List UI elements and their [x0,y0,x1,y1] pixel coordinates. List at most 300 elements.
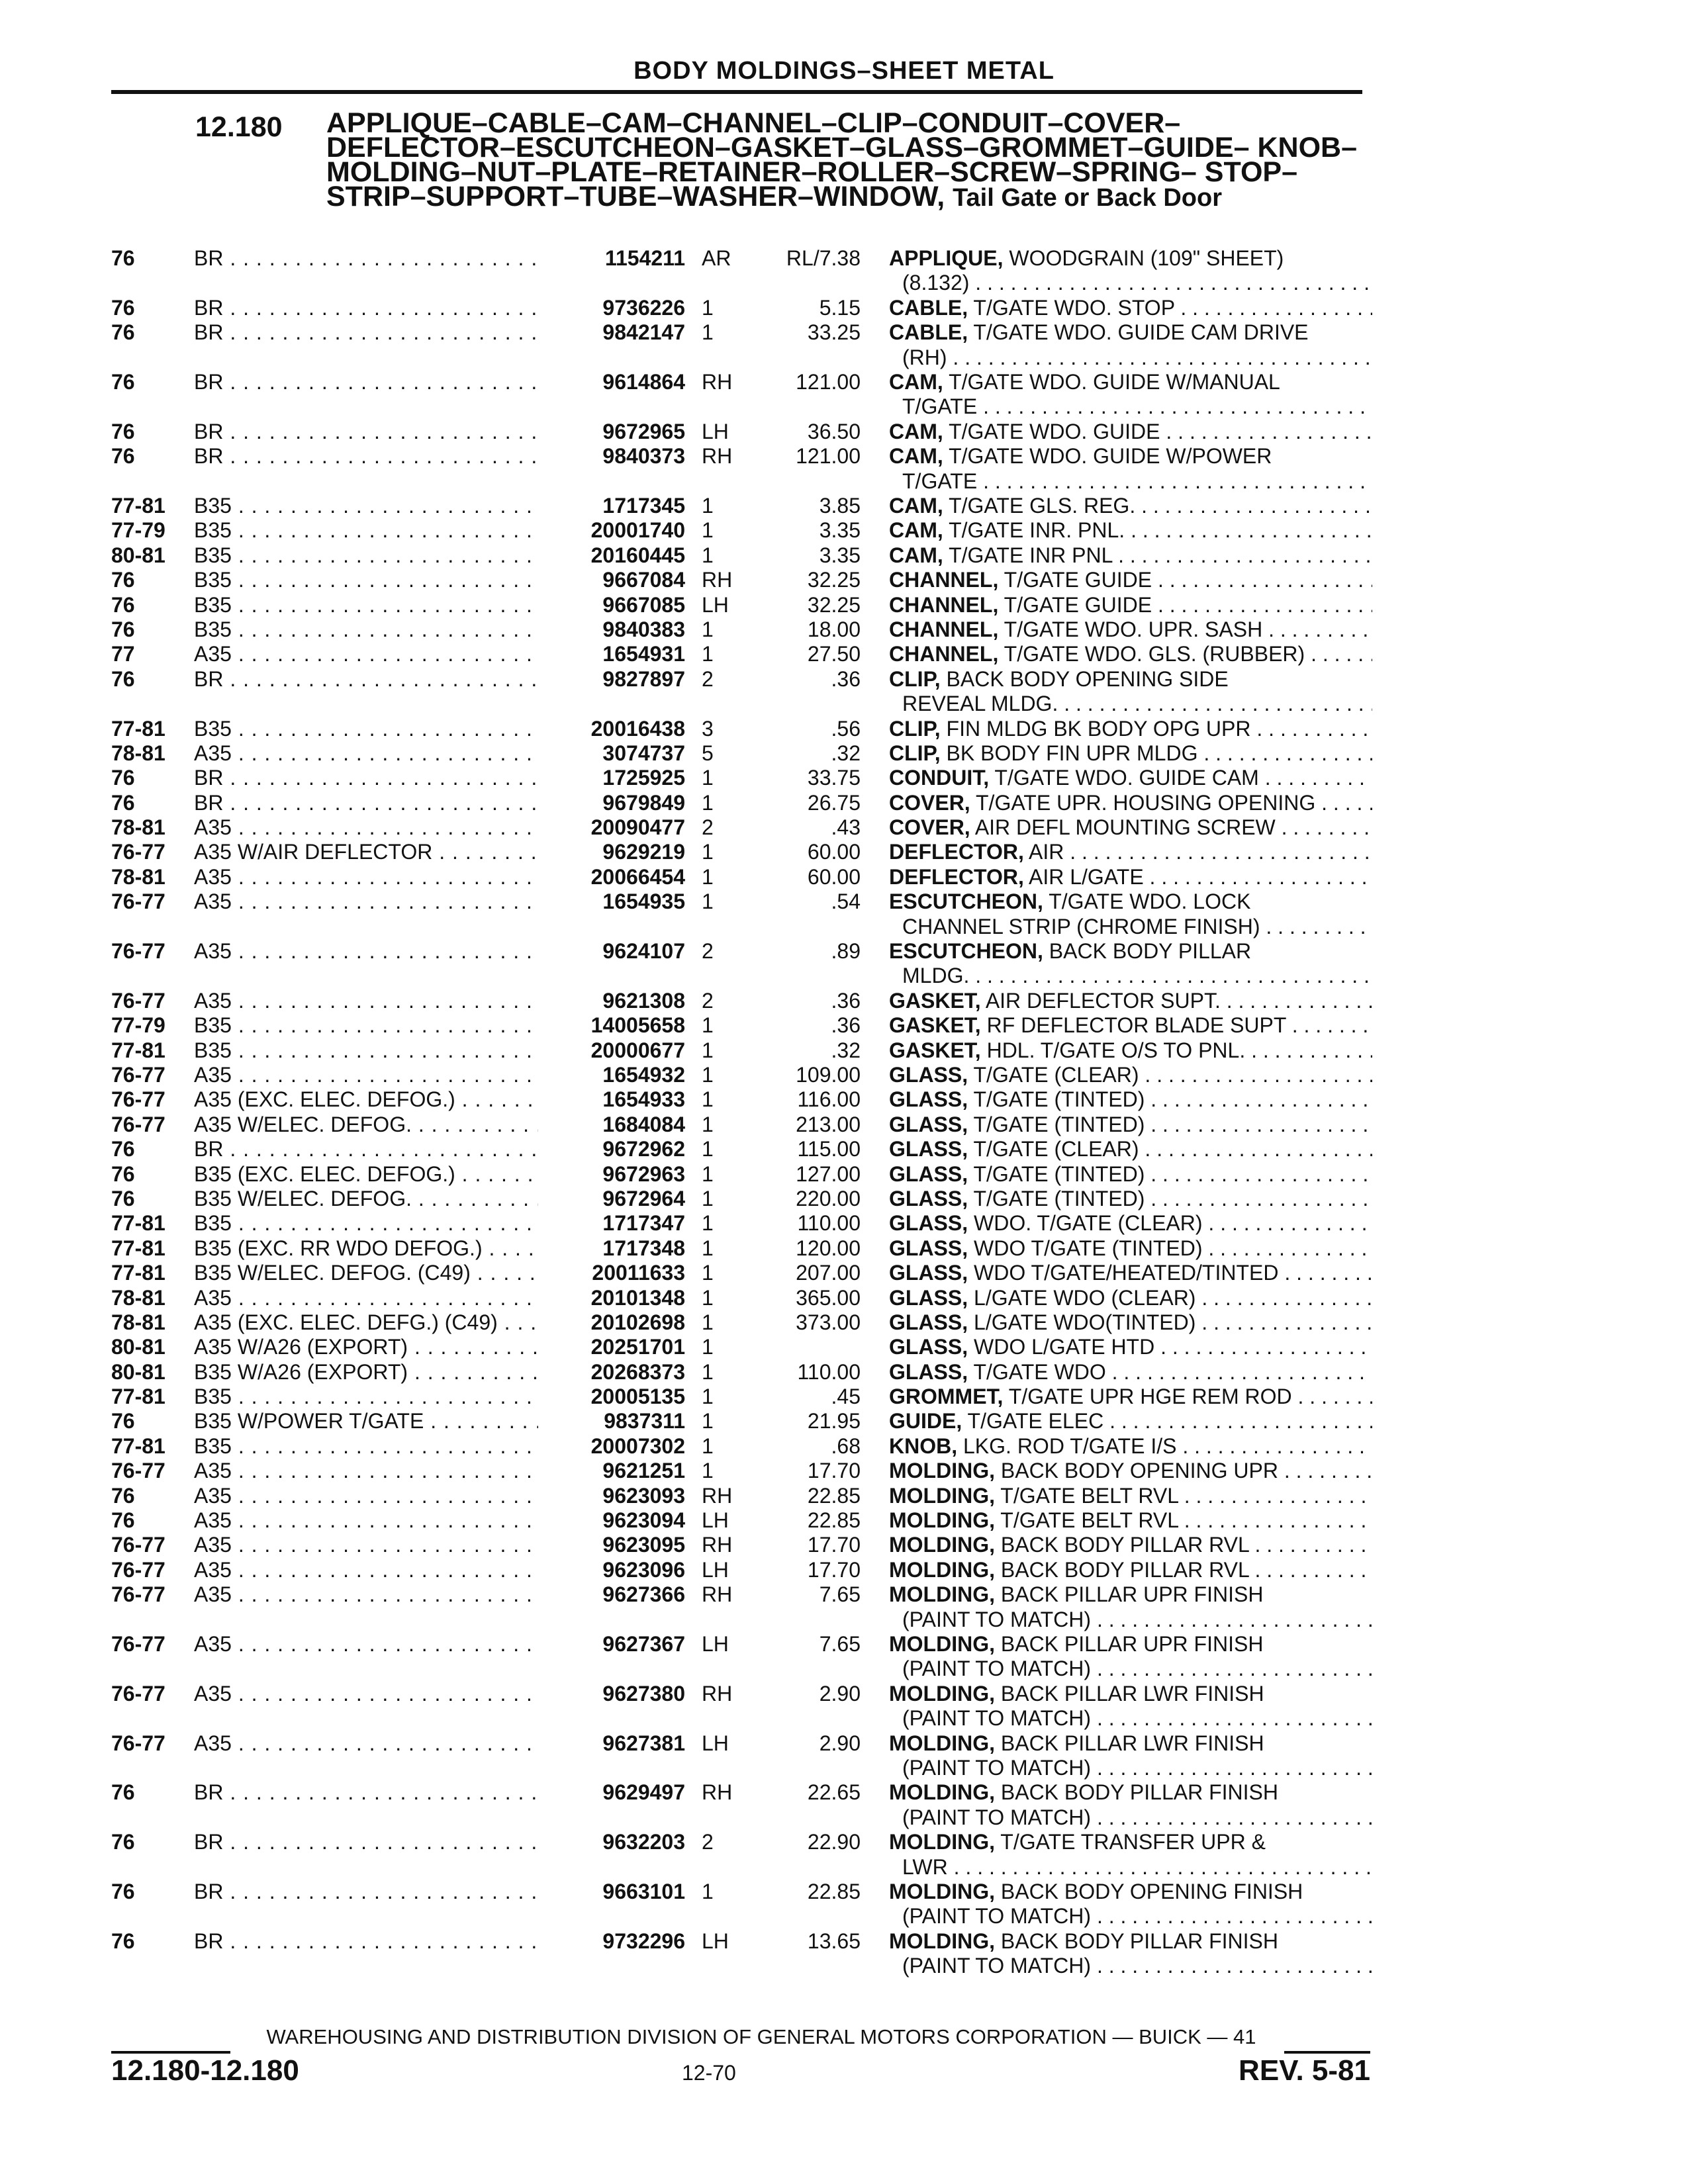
part-number-cell: 9623094 [602,1508,685,1533]
quantity-cell: 1 [702,1359,714,1384]
description-cell [889,1261,1372,1285]
part-number-cell: 9679849 [602,790,685,815]
description-cell [889,1335,1372,1359]
part-number-cell: 9623093 [602,1483,685,1508]
table-row [0,1632,1688,1682]
price-cell: 121.00 [796,369,861,394]
part-description-continued: REVEAL MLDG. . . . [889,692,1372,716]
model-cell: B35 . . . [194,593,538,617]
quantity-cell: LH [702,1508,729,1533]
description-line [889,1780,1372,1805]
table-row [0,246,1688,296]
quantity-cell: 1 [702,1038,714,1062]
table-row [0,889,1688,939]
description-cell [889,568,1372,592]
parts-list [0,246,1688,1979]
description-line [889,568,1372,592]
part-name: COVER, [889,815,970,840]
description-cell [889,543,1372,568]
description-line [889,717,1372,741]
description-cell [889,1929,1372,1979]
top-rule [111,90,1362,94]
description-line [889,1261,1372,1285]
part-description: BACK BODY PILLAR FINISH [1000,1929,1278,1953]
part-name: GLASS, [889,1335,968,1359]
part-description: BACK BODY OPENING SIDE [946,666,1229,691]
description-line [889,1632,1372,1657]
part-name: MOLDING, [889,1508,995,1533]
description-cell [889,1582,1372,1632]
model-cell: A35 . . . [194,1063,538,1087]
quantity-cell: 1 [702,1137,714,1161]
part-number-cell: 1654935 [602,889,685,914]
quantity-cell: 1 [702,840,714,864]
description-cell [889,1063,1372,1087]
quantity-cell: RH [702,1533,733,1557]
year-cell: 77-81 [111,493,165,518]
table-row [0,1335,1688,1359]
table-row [0,642,1688,666]
description-line [889,791,1372,815]
table-row [0,989,1688,1013]
model-cell: A35 . . . [194,1582,538,1607]
description-cell [889,1533,1372,1557]
year-cell: 77-81 [111,1433,165,1458]
part-number-cell: 9623096 [602,1557,685,1582]
part-number-cell: 9621251 [602,1459,685,1483]
model-cell: A35 . . . [194,939,538,964]
part-number-cell: 20102698 [590,1310,685,1334]
part-name: MOLDING, [889,1681,995,1706]
part-description: T/GATE (TINTED) [973,1112,1145,1136]
part-name: CAM, [889,419,943,443]
part-name: CHANNEL, [889,617,999,641]
description-cell [889,518,1372,543]
description-cell [889,1087,1372,1112]
part-description: L/GATE WDO (CLEAR) [974,1285,1196,1310]
year-cell: 76 [111,246,135,270]
model-cell: B35 . . . [194,494,538,518]
quantity-cell: RH [702,1582,733,1607]
part-number-cell: 1654931 [602,642,685,666]
part-description: T/GATE (TINTED) [973,1186,1145,1210]
description-line [889,1731,1372,1756]
description-line [889,1137,1372,1161]
part-number-cell: 1725925 [602,766,685,790]
part-description-continued: (PAINT TO MATCH) . . . [889,1706,1372,1731]
description-line [889,320,1372,345]
part-description-continued: (PAINT TO MATCH) . . . [889,1608,1372,1632]
description-cell [889,1162,1372,1187]
part-name: MOLDING, [889,1582,995,1607]
part-number-cell: 9827897 [602,666,685,691]
year-cell: 76-77 [111,1533,165,1557]
description-cell [889,1484,1372,1508]
table-row [0,1459,1688,1483]
part-description: BACK PILLAR LWR FINISH [1000,1731,1264,1755]
part-number-cell: 9614864 [602,369,685,394]
model-cell: B35 . . . [194,1038,538,1063]
footer-page: 12-70 [682,2061,736,2085]
part-name: DEFLECTOR, [889,864,1024,889]
description-cell [889,1137,1372,1161]
price-cell: 17.70 [807,1557,861,1582]
year-cell: 77-79 [111,1013,165,1038]
part-description: T/GATE WDO. STOP [973,295,1175,320]
part-description-continued: (PAINT TO MATCH) . . . [889,1657,1372,1681]
quantity-cell: 1 [702,543,714,567]
section-title-text: APPLIQUE–CABLE–CAM–CHANNEL–CLIP–CONDUIT–COVER– DEFLECTOR–ESCUTCHEON–GASKET–GLASS–GROMMET–GUIDE– KNOB–MOLDING–NUT–PLATE–RETAINER–ROLLER–SCREW–SPRING– STOP–STRIP–SUPPORT–TUBE–WASHER–WINDOW, [326,107,1357,212]
quantity-cell: 1 [702,1087,714,1112]
part-number-cell: 9627381 [602,1731,685,1755]
year-cell: 76 [111,790,135,815]
part-description: AIR DEFLECTOR SUPT. [985,988,1221,1013]
description-cell [889,444,1372,494]
part-name: CABLE, [889,295,968,320]
description-cell [889,1409,1372,1433]
model-cell: BR . . . [194,766,538,790]
price-cell: 7.65 [819,1632,861,1656]
part-description: BACK PILLAR UPR FINISH [1000,1582,1264,1607]
description-cell [889,1830,1372,1880]
part-name: MOLDING, [889,1483,995,1508]
year-cell: 76 [111,419,135,443]
year-cell: 76-77 [111,889,165,914]
model-cell: BR . . . [194,1830,538,1854]
part-description-continued: T/GATE . . . [889,469,1372,494]
table-row [0,1187,1688,1211]
quantity-cell: 2 [702,939,714,964]
part-name: CHANNEL, [889,568,999,592]
year-cell: 77-81 [111,1385,165,1409]
part-number-cell: 9672964 [602,1186,685,1210]
quantity-cell: 1 [702,1310,714,1334]
year-cell: 76 [111,617,135,641]
year-cell: 76-77 [111,1063,165,1087]
part-description: BACK BODY PILLAR FINISH [1000,1780,1278,1805]
part-description: AIR DEFL MOUNTING SCREW [974,815,1276,840]
table-row [0,1211,1688,1236]
table-row [0,1063,1688,1087]
description-line [889,642,1372,666]
part-name: GLASS, [889,1359,968,1384]
year-cell: 78-81 [111,864,165,889]
quantity-cell: LH [702,419,729,443]
part-description: WOODGRAIN (109" SHEET) [1009,246,1284,270]
model-cell: BR . . . [194,296,538,320]
part-name: MOLDING, [889,1533,995,1557]
table-row [0,296,1688,320]
description-line [889,1360,1372,1385]
quantity-cell: LH [702,1557,729,1582]
price-cell: 116.00 [797,1087,861,1112]
model-cell: B35 . . . [194,543,538,568]
description-line [889,989,1372,1013]
part-description: L/GATE WDO(TINTED) [974,1310,1196,1334]
description-line [889,1063,1372,1087]
part-number-cell: 20000677 [590,1038,685,1062]
description-cell [889,889,1372,939]
model-cell: BR . . . [194,246,538,271]
description-cell [889,1780,1372,1830]
price-cell: 3.35 [819,518,861,543]
description-cell [889,420,1372,444]
description-cell [889,1310,1372,1335]
part-number-cell: 9672965 [602,419,685,443]
part-description: T/GATE UPR. HOUSING OPENING [976,790,1316,815]
part-description-continued: (RH) . . . [889,345,1372,370]
year-cell: 76 [111,568,135,592]
part-description-continued: (PAINT TO MATCH) . . . [889,1904,1372,1929]
description-line [889,1434,1372,1459]
price-cell: .89 [831,939,861,964]
price-cell: .54 [831,889,861,914]
description-line [889,1484,1372,1508]
description-cell [889,667,1372,717]
part-number-cell: 14005658 [590,1013,685,1038]
quantity-cell: RH [702,444,733,469]
model-cell: BR . . . [194,320,538,345]
quantity-cell: 1 [702,320,714,345]
table-row [0,593,1688,617]
price-cell: 22.90 [807,1830,861,1854]
part-description: BACK BODY PILLAR RVL [1000,1533,1249,1557]
year-cell: 76 [111,1409,135,1433]
description-cell [889,320,1372,370]
part-number-cell: 9667084 [602,568,685,592]
year-cell: 76-77 [111,939,165,964]
year-cell: 76 [111,444,135,469]
model-cell: BR . . . [194,370,538,394]
part-number-cell: 20016438 [590,716,685,741]
table-row [0,518,1688,543]
part-description: T/GATE (TINTED) [973,1087,1145,1112]
table-row [0,1780,1688,1830]
quantity-cell: 1 [702,1211,714,1236]
description-cell [889,1236,1372,1261]
part-number-cell: 20011633 [592,1261,685,1285]
part-description: T/GATE WDO. LOCK [1049,889,1251,914]
quantity-cell: 1 [702,1013,714,1038]
description-cell [889,1360,1372,1385]
part-name: CAM, [889,493,943,518]
part-description: T/GATE UPR HGE REM ROD [1008,1385,1292,1409]
part-name: GLASS, [889,1261,968,1285]
part-name: GASKET, [889,1013,981,1038]
description-line [889,1409,1372,1433]
model-cell: B35 . . . [194,1385,538,1409]
description-line [889,741,1372,766]
table-row [0,1137,1688,1161]
table-row [0,1310,1688,1335]
quantity-cell: 1 [702,1385,714,1409]
model-cell: A35 . . . [194,1731,538,1756]
price-cell: 5.15 [819,295,861,320]
model-cell: B35 . . . [194,717,538,741]
year-cell: 78-81 [111,1285,165,1310]
part-number-cell: 9629219 [602,840,685,864]
model-cell: A35 . . . [194,989,538,1013]
price-cell: 26.75 [807,790,861,815]
part-name: APPLIQUE, [889,246,1004,270]
price-cell: 22.65 [807,1780,861,1805]
table-row [0,865,1688,889]
table-row [0,568,1688,592]
part-name: MOLDING, [889,1830,995,1854]
description-cell [889,1211,1372,1236]
part-number-cell: 20007302 [590,1433,685,1458]
part-number-cell: 9627380 [602,1681,685,1706]
price-cell: .32 [831,1038,861,1062]
quantity-cell: 2 [702,988,714,1013]
model-cell: A35 . . . [194,1459,538,1483]
model-cell: BR . . . [194,1929,538,1954]
part-description: T/GATE (CLEAR) [973,1137,1139,1161]
year-cell: 80-81 [111,543,165,567]
model-cell: BR . . . [194,1137,538,1161]
part-name: GLASS, [889,1063,968,1087]
description-cell [889,1286,1372,1310]
part-name: CLIP, [889,666,941,691]
year-cell: 78-81 [111,815,165,840]
description-cell [889,815,1372,840]
part-number-cell: 9629497 [602,1780,685,1805]
part-number-cell: 9663101 [602,1879,685,1903]
description-cell [889,617,1372,642]
quantity-cell: 1 [702,1186,714,1210]
quantity-cell: LH [702,1929,729,1953]
part-description: T/GATE (TINTED) [973,1161,1145,1186]
description-cell [889,741,1372,766]
description-line [889,1880,1372,1904]
part-description: T/GATE WDO. GUIDE CAM DRIVE [973,320,1309,345]
quantity-cell: 1 [702,1879,714,1903]
table-row [0,1731,1688,1781]
quantity-cell: 1 [702,864,714,889]
part-name: CAM, [889,444,943,469]
quantity-cell: 1 [702,1433,714,1458]
part-name: GLASS, [889,1087,968,1112]
price-cell: 33.25 [807,320,861,345]
part-description: BACK BODY OPENING FINISH [1000,1879,1303,1903]
description-cell [889,1880,1372,1929]
price-cell: 36.50 [807,419,861,443]
table-row [0,939,1688,989]
quantity-cell: 1 [702,1459,714,1483]
description-line [889,667,1372,692]
description-line [889,815,1372,840]
price-cell: 18.00 [807,617,861,641]
part-number-cell: 1717345 [602,493,685,518]
description-cell [889,1434,1372,1459]
part-name: MOLDING, [889,1632,995,1656]
price-cell: 213.00 [796,1112,861,1136]
table-row [0,1261,1688,1285]
part-name: GASKET, [889,1038,981,1062]
model-cell: B35 . . . [194,617,538,642]
table-row [0,766,1688,790]
description-line [889,1087,1372,1112]
table-row [0,1236,1688,1261]
part-description-continued: (PAINT TO MATCH) . . . [889,1954,1372,1978]
model-cell: B35 . . . [194,1434,538,1459]
part-description: RF DEFLECTOR BLADE SUPT [986,1013,1286,1038]
price-cell: 127.00 [796,1161,861,1186]
part-name: CAM, [889,543,943,567]
price-cell: 60.00 [807,840,861,864]
quantity-cell: 1 [702,790,714,815]
table-row [0,791,1688,815]
table-row [0,420,1688,444]
part-name: CABLE, [889,320,968,345]
price-cell: 33.75 [807,766,861,790]
table-row [0,1434,1688,1459]
model-cell: A35 . . . [194,1632,538,1657]
table-row [0,741,1688,766]
description-cell [889,865,1372,889]
description-line [889,1187,1372,1211]
price-cell: 17.70 [807,1459,861,1483]
part-description: T/GATE INR PNL [949,543,1113,567]
description-cell [889,1632,1372,1682]
model-cell: A35 . . . [194,642,538,666]
description-cell [889,370,1372,420]
description-line [889,840,1372,864]
table-row [0,1558,1688,1582]
part-name: MOLDING, [889,1459,995,1483]
table-row [0,1087,1688,1112]
description-line [889,1533,1372,1557]
year-cell: 76-77 [111,1459,165,1483]
table-row [0,815,1688,840]
part-description: T/GATE INR. PNL. [949,518,1125,543]
year-cell: 77-79 [111,518,165,543]
part-description-continued: (PAINT TO MATCH) . . . [889,1756,1372,1780]
part-description: WDO. T/GATE (CLEAR) [974,1211,1203,1236]
description-cell [889,1113,1372,1137]
price-cell: .43 [831,815,861,840]
year-cell: 76 [111,295,135,320]
price-cell: 365.00 [796,1285,861,1310]
part-number-cell: 9672962 [602,1137,685,1161]
description-line [889,494,1372,518]
quantity-cell: 1 [702,1335,714,1359]
part-number-cell: 20251701 [590,1335,685,1359]
price-cell: .45 [831,1385,861,1409]
section-title [326,107,1359,212]
description-line [889,370,1372,394]
section-number: 12.180 [195,111,283,143]
part-description: AIR [1028,840,1064,864]
part-number-cell: 1654933 [602,1087,685,1112]
quantity-cell: 1 [702,617,714,641]
part-name: GLASS, [889,1186,968,1210]
model-cell: BR . . . [194,444,538,469]
model-cell: BR . . . [194,1780,538,1805]
quantity-cell: 1 [702,1236,714,1260]
part-name: DEFLECTOR, [889,840,1024,864]
footer-rule-left [111,2051,230,2054]
part-name: MOLDING, [889,1929,995,1953]
description-cell [889,766,1372,790]
description-cell [889,1682,1372,1731]
part-number-cell: 9667085 [602,592,685,617]
part-description: AIR L/GATE [1028,864,1144,889]
part-description: WDO L/GATE HTD [974,1335,1155,1359]
part-description: T/GATE GUIDE [1004,568,1152,592]
table-row [0,320,1688,370]
part-description: T/GATE BELT RVL [1000,1508,1178,1533]
